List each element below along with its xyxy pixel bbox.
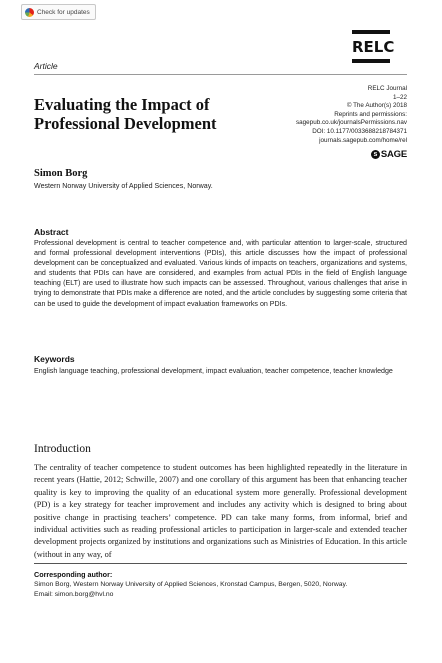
footnote-divider	[34, 563, 407, 564]
corresponding-address: Simon Borg, Western Norway University of Applied Sciences, Kronstad Campus, Bergen, 5020, Norway.	[34, 581, 348, 588]
reprints-link[interactable]: sagepub.co.uk/journalsPermissions.nav	[296, 119, 407, 127]
introduction-text: The centrality of teacher competence to student outcomes has been highlighted repeatedly in the literature in recent years (Hattie, 2012; Schwille, 2007) and one corollary of this argument has been that enhancing teacher quality is key to improving the quality of an educational system more generally. Professional development (PD) is a key strategy for teacher improvement and includes any activity which is designed to bring about positive change in practising teachers’ competence. PD can take many forms, from informal, brief and individual activities such as reading professional articles to participation in larger-scale and extended teacher development projects organized by institutions and organizations such as Ministries of Education. In this article (without in any way, of	[34, 463, 407, 559]
publisher-name: SAGE	[380, 149, 407, 160]
keywords-text: English language teaching, professional development, impact evaluation, teacher competence, teacher knowledge	[34, 367, 393, 375]
doi[interactable]: DOI: 10.1177/0033688218784371	[312, 127, 407, 135]
article-title: Evaluating the Impact of Professional Development	[34, 95, 217, 133]
header-divider	[34, 74, 407, 75]
introduction-heading: Introduction	[34, 443, 91, 455]
reprints-label: Reprints and permissions:	[334, 110, 407, 118]
corresponding-email[interactable]: Email: simon.borg@hvl.no	[34, 590, 114, 598]
page-range: 1–22	[392, 93, 407, 101]
author-affiliation: Western Norway University of Applied Sciences, Norway.	[34, 182, 213, 190]
journal-home-link[interactable]: journals.sagepub.com/home/rel	[319, 136, 407, 144]
abstract-heading: Abstract	[34, 227, 69, 237]
keywords-heading: Keywords	[34, 354, 75, 364]
crossmark-icon	[25, 8, 34, 17]
corresponding-author-details	[34, 580, 414, 599]
sage-circle-icon: s	[371, 150, 380, 159]
publisher-logo	[371, 149, 407, 160]
journal-logo-text: RELC	[352, 38, 395, 56]
corresponding-author-heading: Corresponding author:	[34, 570, 113, 579]
article-type: Article	[34, 61, 58, 71]
author-name: Simon Borg	[34, 168, 88, 179]
publication-info	[257, 85, 407, 145]
abstract-text: Professional development is central to teacher competence and, with particular attention to larger-scale, structured and formal professional development interventions (PDIs), this article discusses how the impact of professional development can be conceptualized and evaluated. Various kinds of impacts on teachers, organizations and systems, and students that PDIs can have are considered, and examples from actual PDIs in the field of English language teaching (ELT) are used to illustrate how such impacts can be assessed. Throughout, various challenges that arise in trying to demonstrate that PDIs make a difference are noted, and the article concludes by suggesting some criteria that can be used to guide the development of impact evaluation frameworks on PDIs.	[34, 239, 407, 308]
journal-name: RELC Journal	[367, 85, 407, 92]
check-for-updates-badge[interactable]	[21, 4, 96, 20]
check-for-updates-label: Check for updates	[37, 8, 90, 16]
copyright: © The Author(s) 2018	[346, 102, 407, 110]
journal-logo	[352, 30, 395, 66]
